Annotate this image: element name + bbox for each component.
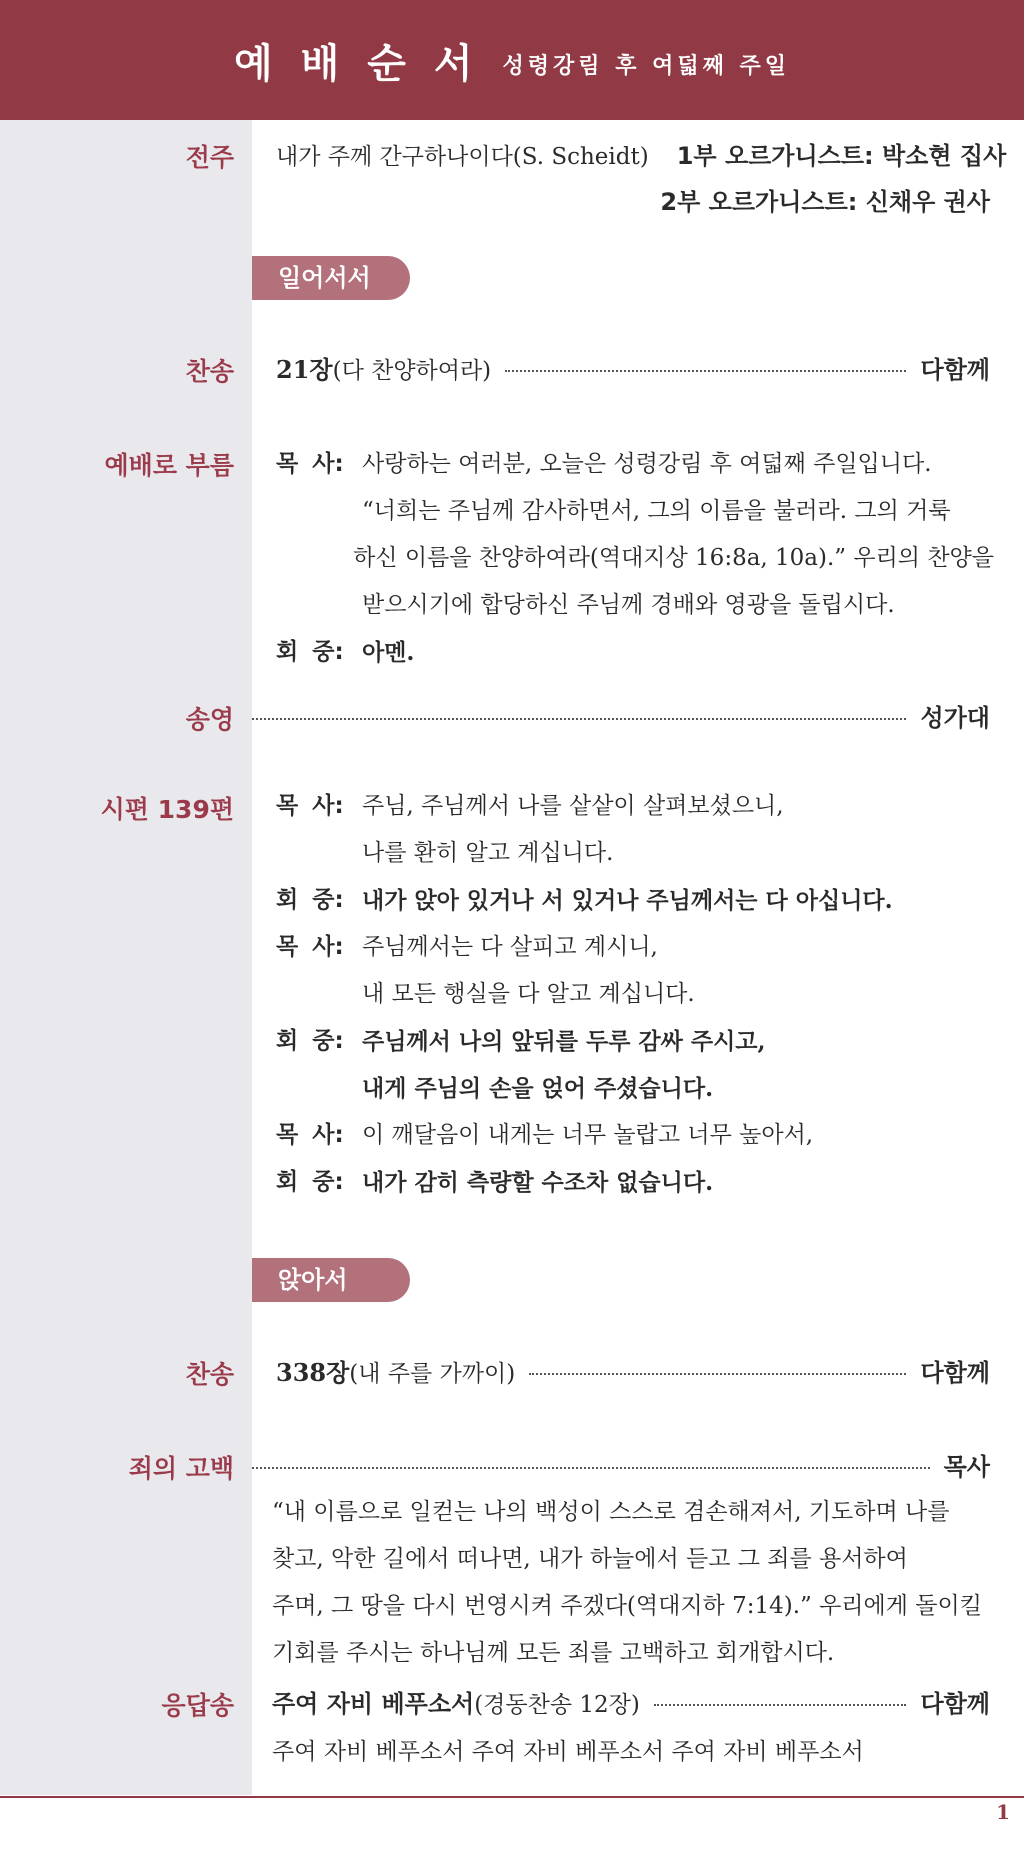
leader-dots [505,370,906,372]
speaker: 목 사: [276,1122,344,1148]
footer-divider [0,1796,1024,1798]
speaker: 회 중: [276,1169,344,1195]
prelude-row [276,138,1007,175]
dialogue-text: 주님께서는 다 살피고 계시니, [362,934,658,960]
dialogue-text: 아멘. [362,639,415,666]
dialogue-line [276,488,994,535]
dialogue-text: 주님께서 나의 앞뒤를 두루 감싸 주시고, [362,1028,766,1055]
confession-line: 찾고, 악한 길에서 떠나면, 내가 하늘에서 듣고 그 죄를 용서하여 [272,1546,908,1572]
dialogue-line [276,1018,994,1065]
call-to-worship-dialogue [276,441,994,676]
dialogue-line [276,629,994,676]
dialogue-text: 내게 주님의 손을 얹어 주셨습니다. [362,1075,714,1102]
label-anthem: 송영 [185,705,234,734]
stand-badge: 일어서서 [252,256,410,300]
dialogue-line [276,1112,994,1159]
prelude-row-2 [276,184,990,220]
anthem-row [252,700,990,736]
dialogue-text: 내가 감히 측량할 수조차 없습니다. [362,1169,714,1196]
label-prelude: 전주 [185,143,234,172]
dialogue-text: 받으시기에 합당하신 주님께 경배와 영광을 돌립시다. [362,592,895,618]
dialogue-line [276,877,994,924]
page-subtitle: 성령강림 후 여덟째 주일 [502,53,791,79]
response-lyrics: 주여 자비 베푸소서 주여 자비 베푸소서 주여 자비 베푸소서 [272,1739,864,1765]
label-hymn-1: 찬송 [185,357,234,386]
hymn-1-number: 21장 [276,355,333,384]
psalm-dialogue [276,783,994,1206]
label-response: 응답송 [161,1691,234,1720]
dialogue-line [276,535,994,582]
leader-dots [529,1373,906,1375]
dialogue-text: 내가 앉아 있거나 서 있거나 주님께서는 다 아십니다. [362,887,893,914]
dialogue-text: 이 깨달음이 내게는 너무 놀랍고 너무 높아서, [362,1122,814,1148]
response-performer: 다함께 [920,1690,990,1718]
dialogue-line [276,830,994,877]
label-call-to-worship: 예배로 부름 [104,451,234,480]
leader-dots [252,718,906,720]
speaker: 회 중: [276,1028,344,1054]
hymn-1-row [276,352,990,389]
prelude-title: 내가 주께 간구하나이다(S. Scheidt) [276,144,649,170]
confession-text [272,1489,992,1677]
dialogue-line [276,1065,994,1112]
dialogue-text: “너희는 주님께 감사하면서, 그의 이름을 불러라. 그의 거룩 [362,498,951,524]
organist-2: 2부 오르가니스트: 신채우 권사 [660,188,990,216]
response-row [272,1686,990,1723]
confession-row [252,1449,990,1485]
speaker: 목 사: [276,793,344,819]
leader-dots [654,1704,907,1706]
dialogue-line [276,582,994,629]
hymn-1-title: (다 찬양하여라) [332,358,492,384]
hymn-2-row [276,1355,990,1392]
dialogue-line [276,1159,994,1206]
speaker: 목 사: [276,451,344,477]
header-banner [0,0,1024,120]
dialogue-text: 나를 환히 알고 계십니다. [362,840,614,866]
dialogue-line [276,441,994,488]
dialogue-line [276,783,994,830]
page-title: 예배순서 [233,40,501,87]
speaker: 회 중: [276,639,344,665]
response-source: (경동찬송 12장) [474,1692,640,1718]
confession-performer: 목사 [943,1453,990,1481]
confession-line: 주며, 그 땅을 다시 번영시켜 주겠다(역대지하 7:14).” 우리에게 돌이킬 [272,1593,982,1619]
response-title: 주여 자비 베푸소서 [272,1689,475,1718]
sit-badge: 앉아서 [252,1258,410,1302]
hymn-2-number: 338장 [276,1358,350,1387]
label-confession: 죄의 고백 [128,1454,234,1483]
dialogue-line [276,971,994,1018]
organist-1: 1부 오르가니스트: 박소현 집사 [676,142,1007,170]
hymn-2-title: (내 주를 가까이) [349,1361,516,1387]
label-psalm: 시편 139편 [100,795,234,824]
confession-line: 기회를 주시는 하나님께 모든 죄를 고백하고 회개합시다. [272,1640,835,1666]
dialogue-text: 내 모든 행실을 다 알고 계십니다. [362,981,695,1007]
dialogue-text: 주님, 주님께서 나를 샅샅이 살펴보셨으니, [362,793,784,819]
speaker: 목 사: [276,934,344,960]
hymn-1-performer: 다함께 [920,356,990,384]
label-hymn-2: 찬송 [185,1360,234,1389]
dialogue-text: 사랑하는 여러분, 오늘은 성령강림 후 여덟째 주일입니다. [362,451,932,477]
hymn-2-performer: 다함께 [920,1359,990,1387]
dialogue-line [276,924,994,971]
leader-dots [252,1467,930,1469]
anthem-performer: 성가대 [920,704,990,732]
speaker: 회 중: [276,887,344,913]
dialogue-text: 하신 이름을 찬양하여라(역대지상 16:8a, 10a).” 우리의 찬양을 [353,545,994,571]
page-number: 1 [996,1800,1010,1824]
confession-line: “내 이름으로 일컫는 나의 백성이 스스로 겸손해져서, 기도하며 나를 [272,1499,950,1525]
